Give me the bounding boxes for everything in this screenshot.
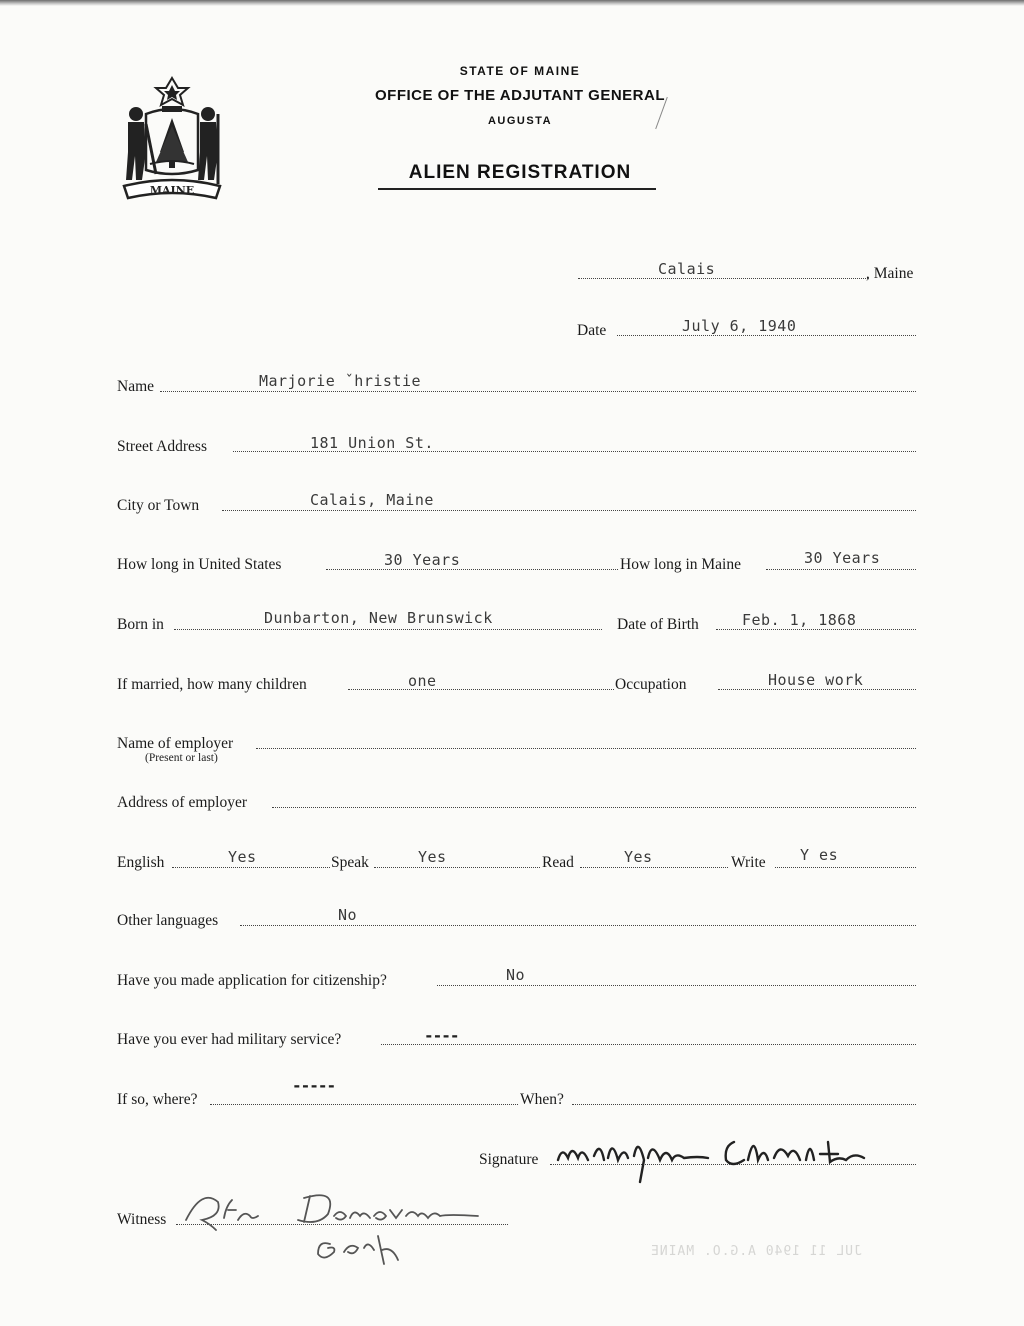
office-heading: OFFICE OF THE ADJUTANT GENERAL xyxy=(375,87,665,104)
read-line xyxy=(580,867,728,868)
children-line xyxy=(348,689,614,690)
seal-text: MAINE xyxy=(149,184,195,197)
employer-name-sublabel: (Present or last) xyxy=(145,752,218,764)
received-stamp: JUL 11 1940 A.G.O. MAINE xyxy=(650,1244,862,1259)
name-label: Name xyxy=(117,378,155,395)
speak-value: Yes xyxy=(418,848,447,866)
speak-label: Speak xyxy=(331,854,369,871)
city-heading: AUGUSTA xyxy=(487,115,553,127)
state-heading: STATE OF MAINE xyxy=(459,64,581,78)
name-value: Marjorie ˇhristie xyxy=(259,372,422,390)
military-label: Have you ever had military service? xyxy=(117,1031,342,1048)
place-suffix: , Maine xyxy=(866,265,914,282)
born-in-value: Dunbarton, New Brunswick xyxy=(264,609,493,627)
when-label: When? xyxy=(520,1091,564,1108)
how-long-maine-line xyxy=(766,569,916,570)
date-line xyxy=(617,335,916,336)
dob-line xyxy=(716,629,916,630)
place-value: Calais xyxy=(658,260,716,278)
date-label: Date xyxy=(577,322,607,339)
employer-name-line xyxy=(256,748,916,749)
write-label: Write xyxy=(731,854,766,871)
how-long-us-line xyxy=(326,569,618,570)
when-line xyxy=(572,1104,916,1105)
place-line xyxy=(578,278,868,279)
other-languages-line xyxy=(240,925,916,926)
how-long-maine-value: 30 Years xyxy=(804,549,881,567)
speak-line xyxy=(374,867,540,868)
dob-value: Feb. 1, 1868 xyxy=(742,611,857,629)
date-value: July 6, 1940 xyxy=(682,317,797,335)
city-line xyxy=(222,510,916,511)
city-label: City or Town xyxy=(117,497,200,514)
signature-label: Signature xyxy=(479,1151,539,1168)
dob-label: Date of Birth xyxy=(617,616,699,633)
read-value: Yes xyxy=(624,848,653,866)
how-long-us-label: How long in United States xyxy=(117,556,282,573)
where-value: ----- xyxy=(292,1076,336,1095)
employer-address-line xyxy=(272,807,916,808)
form-title: ALIEN REGISTRATION xyxy=(408,162,632,183)
write-line xyxy=(775,867,916,868)
occupation-line xyxy=(718,689,916,690)
maine-state-seal xyxy=(116,74,228,202)
english-label: English xyxy=(117,854,165,871)
born-in-label: Born in xyxy=(117,616,164,633)
military-line xyxy=(381,1044,916,1045)
citizenship-value: No xyxy=(506,966,526,984)
occupation-label: Occupation xyxy=(615,676,687,693)
other-languages-value: No xyxy=(338,906,358,924)
english-value: Yes xyxy=(228,848,257,866)
english-line xyxy=(172,867,330,868)
read-label: Read xyxy=(542,854,574,871)
born-in-line xyxy=(174,629,602,630)
other-languages-label: Other languages xyxy=(117,912,219,929)
witness-signature xyxy=(178,1180,498,1280)
where-label: If so, where? xyxy=(117,1091,198,1108)
city-value: Calais, Maine xyxy=(310,491,434,509)
employer-address-label: Address of employer xyxy=(117,794,247,811)
citizenship-line xyxy=(437,985,916,986)
where-line xyxy=(210,1104,518,1105)
witness-label: Witness xyxy=(117,1211,167,1228)
street-value: 181 Union St. xyxy=(310,434,434,452)
street-label: Street Address xyxy=(117,438,207,455)
write-value: Y es xyxy=(800,846,839,864)
employer-name-label: Name of employer xyxy=(117,735,234,752)
title-underline xyxy=(378,188,656,190)
military-value: ---- xyxy=(424,1026,459,1045)
occupation-value: House work xyxy=(768,671,864,689)
how-long-us-value: 30 Years xyxy=(384,551,461,569)
children-value: one xyxy=(408,672,437,690)
name-line xyxy=(160,391,916,392)
children-label: If married, how many children xyxy=(117,676,307,693)
registrant-signature xyxy=(548,1116,878,1186)
citizenship-label: Have you made application for citizenship? xyxy=(117,972,387,989)
scan-top-edge xyxy=(0,0,1024,6)
how-long-maine-label: How long in Maine xyxy=(620,556,741,573)
